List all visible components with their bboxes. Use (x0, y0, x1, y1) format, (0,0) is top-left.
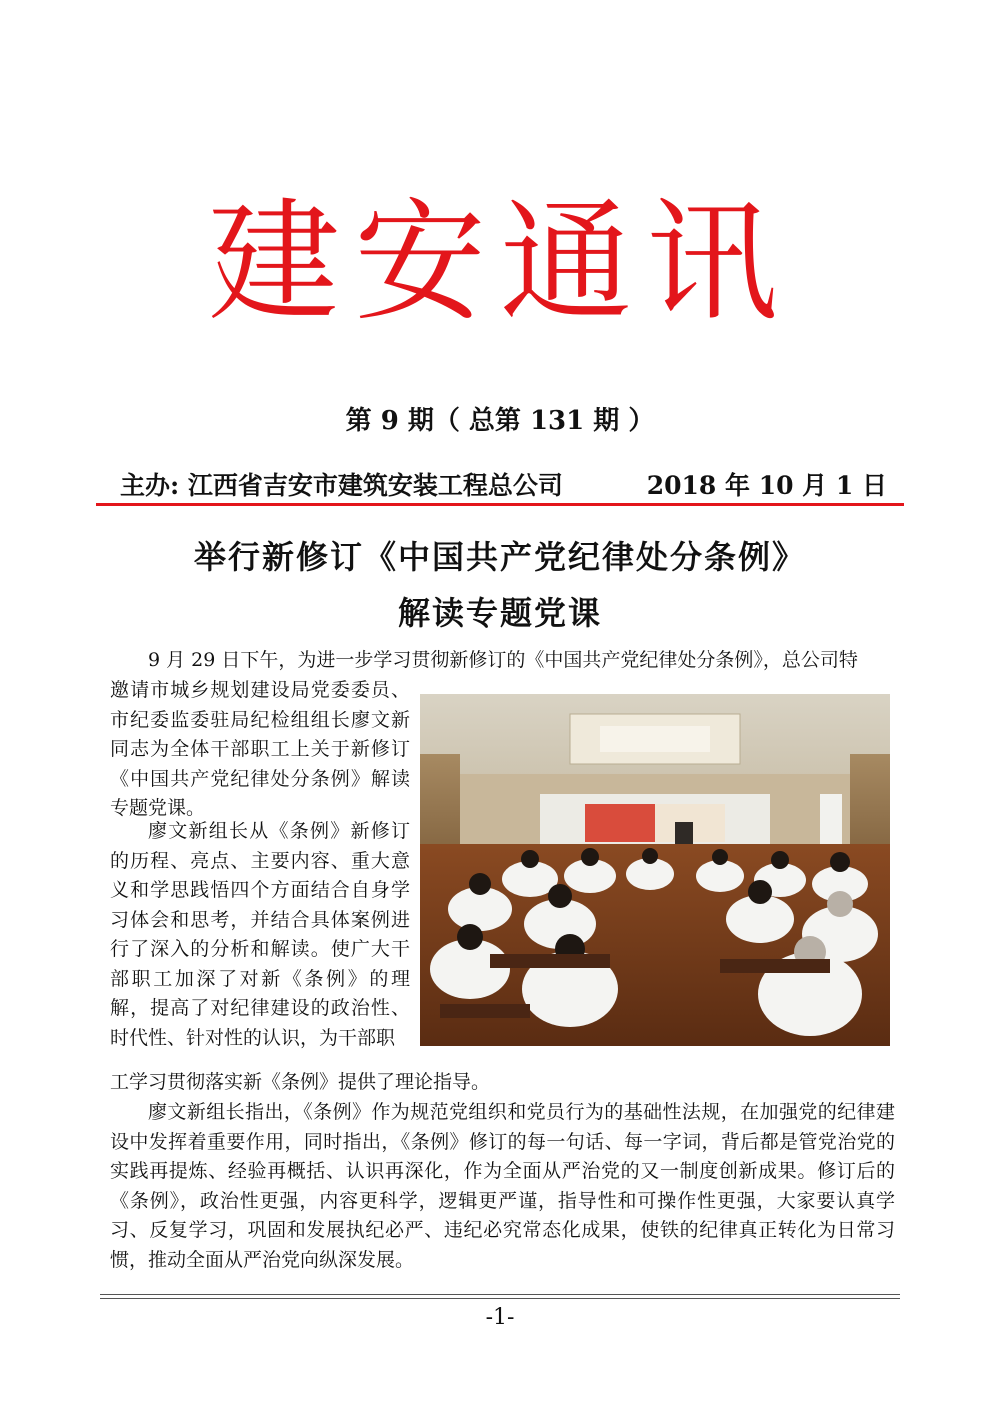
footer-divider (100, 1294, 900, 1299)
article-headline-line1: 举行新修订《中国共产党纪律处分条例》 (193, 538, 806, 576)
meeting-photo (420, 694, 890, 1046)
article-paragraph-1-rest: 邀请市城乡规划建设局党委委员、市纪委监委驻局纪检组组长廖文新同志为全体干部职工上关于新修订《中国共产党纪律处分条例》解读专题党课。 (110, 679, 410, 819)
article-headline-line2: 解读专题党课 (397, 594, 602, 632)
article-paragraph-3: 廖文新组长指出，《条例》作为规范党组织和党员行为的基础性法规，在加强党的纪律建设中发挥着重要作用，同时指出，《条例》修订的每一句话、每一字词，背后都是管党治党的实践再提炼、经验再概括、认识再深化，作为全面从严治党的又一制度创新成果。修订后的《条例》，政治性更强，内容更科学，逻辑更严谨，指导性和可操作性更强，大家要认真学习、反复学习，巩固和发展执纪必严、违纪必究常态化成果，使铁的纪律真正转化为日常习惯，推动全面从严治党向纵深发展。 (110, 1101, 895, 1271)
page-number: -1- (485, 1305, 515, 1330)
article-paragraph-1-first-line: 9 月 29 日下午，为进一步学习贯彻新修订的《中国共产党纪律处分条例》，总公司特 (148, 649, 858, 671)
masthead-title: 建安通讯 (208, 186, 792, 340)
sponsor-line: 主办: 江西省吉安市建筑安装工程总公司 (120, 471, 563, 500)
article-paragraph-2: 廖文新组长从《条例》新修订的历程、亮点、主要内容、重大意义和学思践悟四个方面结合自身学习体会和思考，并结合具体案例进行了深入的分析和解读。使广大干部职工加深了对新《条例》的理解，提高了对纪律建设的政治性、时代性、针对性的认识，为干部职 (110, 820, 410, 1049)
issue-number: 第 9 期（ 总第 131 期 ） (345, 406, 655, 436)
publication-date: 2018 年 10 月 1 日 (646, 471, 887, 500)
red-divider (96, 503, 904, 506)
article-paragraph-2-end: 工学习贯彻落实新《条例》提供了理论指导。 (110, 1071, 491, 1093)
